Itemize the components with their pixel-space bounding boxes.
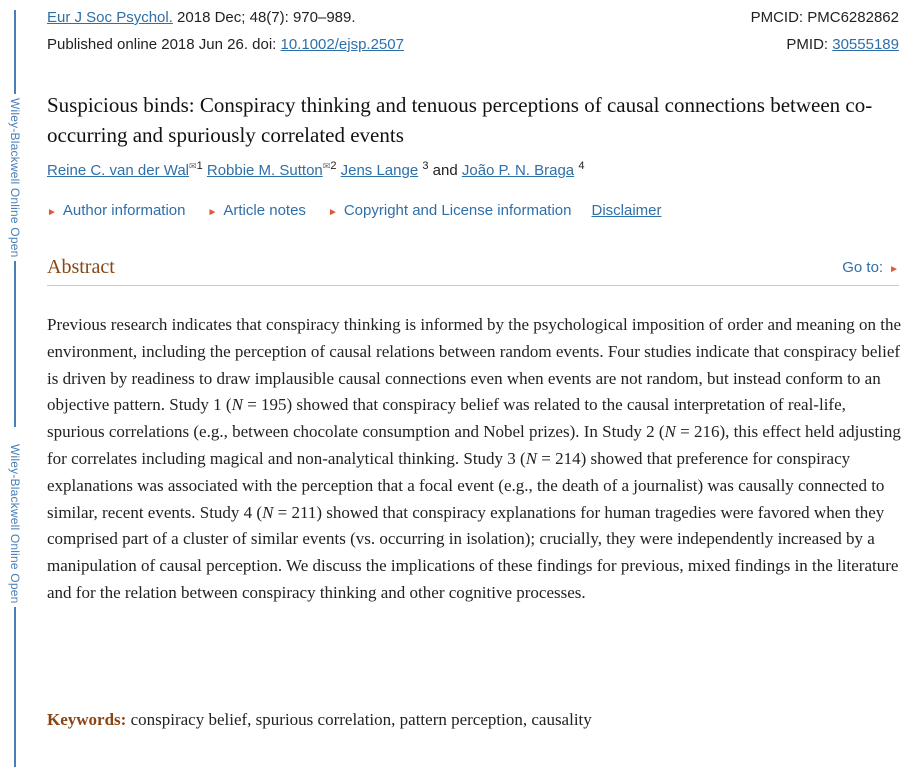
abstract-part: = 216), this effect held adjusting for correlates including magical and non-analytical thinking. Study 3 (: [47, 422, 901, 468]
abstract-part: Previous research indicates that conspiracy thinking is informed by the psychological imposition of order and meaning on the environment, including the perception of causal relations between random events. Four studies indicate that conspiracy belief is driven by readiness to draw implausible causal connections even when events are not random, but instead conform to an objective pattern. Study 1 (: [47, 315, 902, 415]
affiliation-sup[interactable]: 2: [330, 160, 337, 172]
published-text: Published online 2018 Jun 26. doi:: [47, 36, 281, 53]
copyright-label: Copyright and License information: [343, 202, 572, 219]
author-link[interactable]: Robbie M. Sutton: [206, 162, 323, 179]
sidebar-tag-top[interactable]: [0, 10, 30, 427]
triangle-right-icon: ►: [327, 207, 338, 218]
sidebar-line: [14, 607, 16, 767]
abstract-part: = 214) showed that preference for conspiracy explanations was associated with the perception that a focal event (e.g., the death of a journalist) was causally connected to similar, recent events. Study 4 (: [47, 448, 885, 522]
author-info-label: Author information: [62, 202, 186, 219]
doi-link[interactable]: 10.1002/ejsp.2507: [280, 36, 404, 53]
abstract-part: = 195) showed that conspiracy belief was related to the causal interpretation of real-life, spurious correlations (e.g., between chocolate consumption and Nobel prizes). In Study 2 (: [47, 395, 846, 442]
pmcid: PMCID: PMC6282862: [750, 9, 899, 26]
goto-menu[interactable]: [842, 259, 899, 276]
citation-line: [47, 9, 356, 26]
sidebar-line: [14, 10, 16, 94]
abstract-part-italic: N: [262, 502, 274, 522]
author-info-toggle[interactable]: [47, 202, 185, 219]
copyright-toggle[interactable]: [328, 202, 572, 219]
abstract-part-italic: N: [525, 448, 538, 468]
author-list: [47, 160, 584, 179]
affiliation-sup[interactable]: 4: [578, 160, 585, 172]
journal-link[interactable]: Eur J Soc Psychol.: [47, 9, 173, 26]
author-link[interactable]: Jens Lange: [340, 162, 419, 179]
triangle-right-icon: ►: [207, 207, 218, 218]
pmid-link[interactable]: 30555189: [832, 36, 899, 53]
abstract-part: = 211) showed that conspiracy explanations for human tragedies were favored when they comprised part of a cluster of similar events (vs. occurring in isolation); crucially, they were independently increased by a manipulation of causal perception. We discuss the implications of these findings for previous, mixed findings in the literature and for the relation between conspiracy thinking and other cognitive processes.: [47, 502, 899, 602]
abstract-text: [47, 312, 902, 607]
affiliation-sup[interactable]: 3: [422, 160, 429, 172]
affiliation-sup[interactable]: 1: [196, 160, 203, 172]
sidebar-tag-bottom[interactable]: [0, 440, 30, 767]
abstract-part-italic: N: [231, 395, 243, 415]
pmid-label: PMID:: [786, 36, 833, 53]
sidebar-line: [14, 261, 16, 427]
author-separator: and: [428, 162, 462, 179]
pmid-line: [786, 36, 899, 53]
triangle-right-icon: ►: [889, 264, 899, 275]
sidebar-label: Wiley-Blackwell Online Open: [8, 444, 22, 604]
abstract-part-italic: N: [664, 422, 676, 442]
author-link[interactable]: João P. N. Braga: [461, 162, 575, 179]
article-notes-toggle[interactable]: [207, 202, 305, 219]
abstract-header: [47, 255, 899, 286]
email-icon[interactable]: ✉: [189, 161, 197, 171]
article-title: Suspicious binds: Conspiracy thinking and tenuous perceptions of causal connections between co-occurring and spuriously correlated events: [47, 93, 873, 147]
goto-label: Go to:: [842, 259, 884, 276]
keywords: [47, 710, 592, 730]
triangle-right-icon: ►: [47, 207, 57, 218]
author-link[interactable]: Reine C. van der Wal: [47, 162, 190, 179]
sidebar-label: Wiley-Blackwell Online Open: [8, 98, 22, 258]
abstract-heading: Abstract: [47, 256, 115, 278]
article-notes-label: Article notes: [223, 202, 306, 219]
keywords-label: Keywords:: [47, 710, 127, 729]
info-bar: [47, 202, 662, 219]
keywords-list: conspiracy belief, spurious correlation, pattern perception, causality: [126, 710, 592, 729]
citation-details: 2018 Dec; 48(7): 970–989.: [172, 9, 356, 26]
published-line: [47, 36, 404, 53]
email-icon[interactable]: ✉: [322, 161, 331, 171]
disclaimer-link[interactable]: Disclaimer: [591, 202, 662, 219]
